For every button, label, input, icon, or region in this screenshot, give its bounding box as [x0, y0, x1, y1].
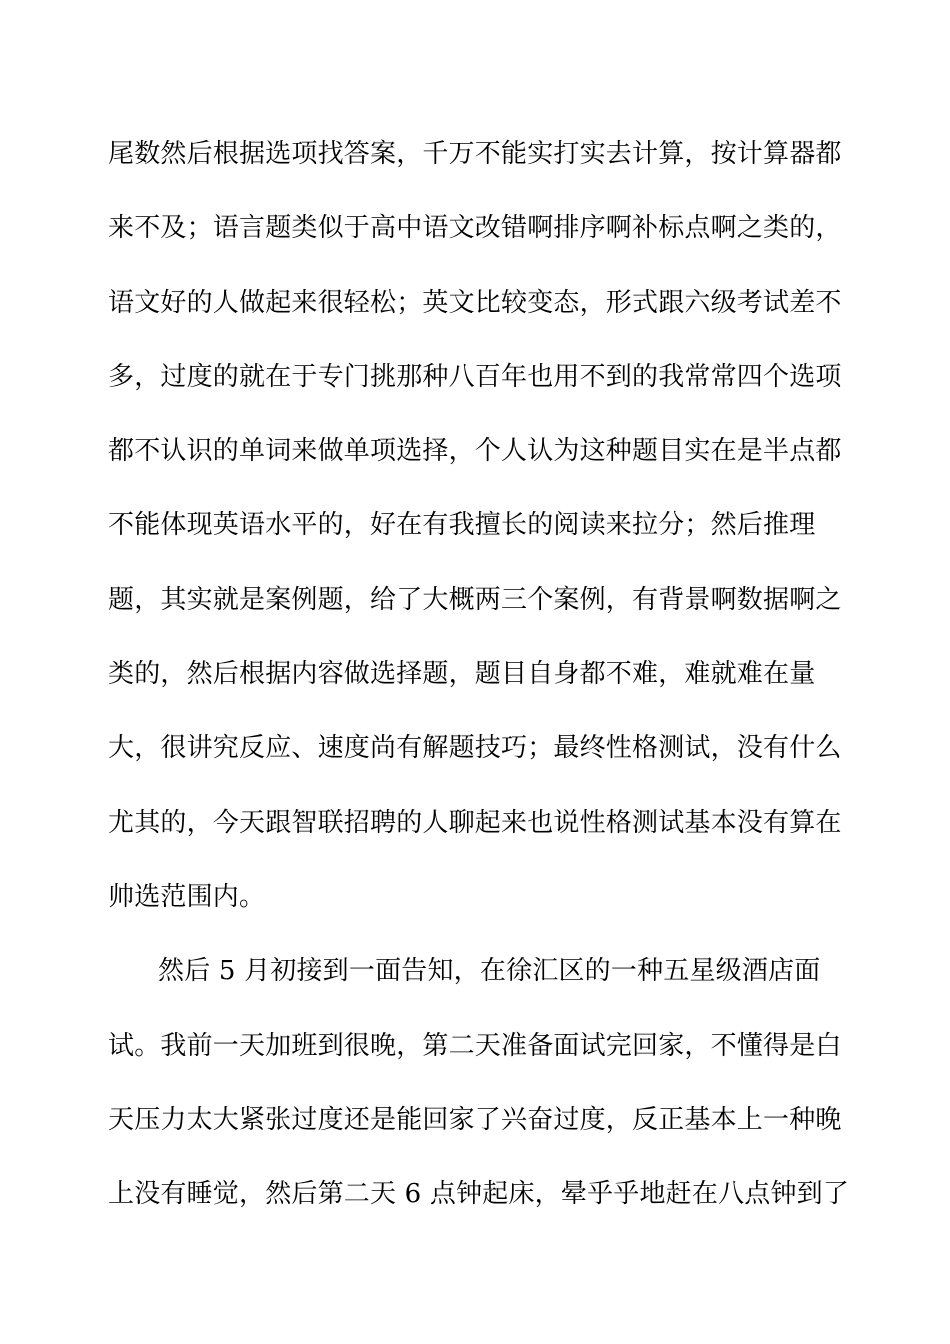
- text-line: 尾数然后根据选项找答案，千万不能实打实去计算，按计算器都: [108, 139, 842, 169]
- text-line: 上没有睡觉，然后第二天 6 点钟起床，晕乎乎地赶在八点钟到了: [108, 1179, 850, 1210]
- text-line: 大，很讲究反应、速度尚有解题技巧；最终性格测试，没有什么: [108, 733, 842, 764]
- paragraph-1: [108, 128, 842, 945]
- paragraph-2: [108, 945, 850, 1242]
- text-line: 题，其实就是案例题，给了大概两三个案例，有背景啊数据啊之: [108, 584, 842, 615]
- text-line: 都不认识的单词来做单项选择，个人认为这种题目实在是半点都: [108, 436, 842, 467]
- text-line: 帅选范围内。: [108, 881, 266, 912]
- text-line-indented: 然后 5 月初接到一面告知，在徐汇区的一种五星级酒店面: [158, 956, 821, 987]
- text-line: 来不及；语言题类似于高中语文改错啊排序啊补标点啊之类的，: [108, 213, 842, 244]
- text-line: 不能体现英语水平的，好在有我擅长的阅读来拉分；然后推理: [108, 510, 816, 541]
- text-line: 天压力太大紧张过度还是能回家了兴奋过度，反正基本上一种晚: [108, 1104, 842, 1135]
- text-line: 语文好的人做起来很轻松；英文比较变态，形式跟六级考试差不: [108, 287, 842, 318]
- text-line: 多，过度的就在于专门挑那种八百年也用不到的我常常四个选项: [108, 361, 842, 392]
- document-body: [108, 128, 850, 1242]
- text-line: 试。我前一天加班到很晚，第二天准备面试完回家，不懂得是白: [108, 1030, 842, 1061]
- text-line: 尤其的，今天跟智联招聘的人聊起来也说性格测试基本没有算在: [108, 807, 842, 838]
- text-line: 类的，然后根据内容做选择题，题目自身都不难，难就难在量: [108, 659, 816, 690]
